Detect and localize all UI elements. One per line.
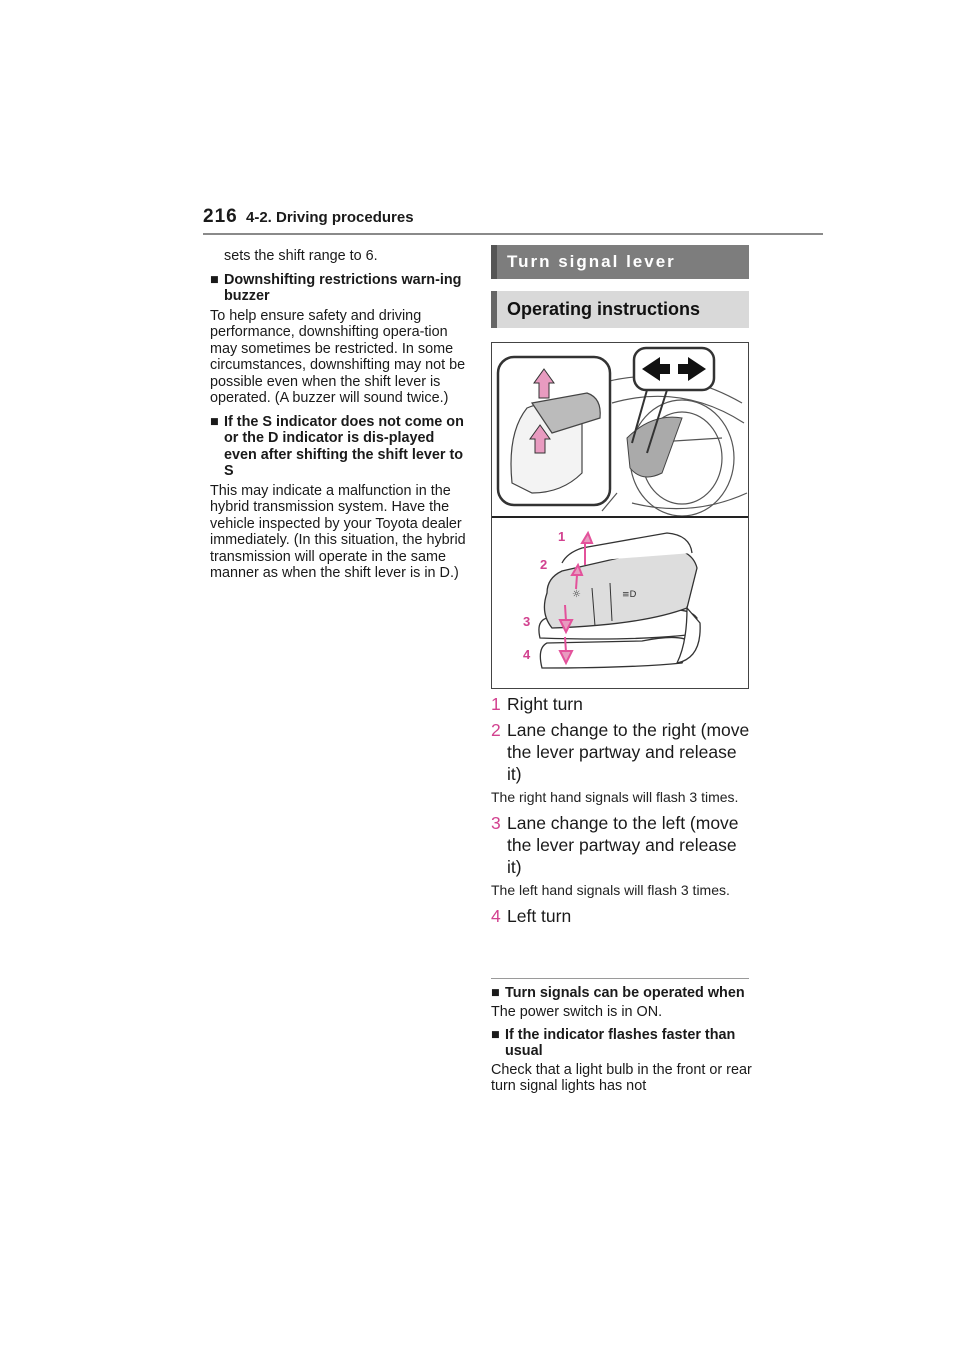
operating-instructions-title: Operating instructions — [507, 299, 701, 319]
bullet-square-icon: ■ — [491, 985, 500, 1001]
instruction-item-4 — [491, 905, 753, 927]
instruction-item-2 — [491, 719, 753, 785]
s-indicator-body: This may indicate a malfunction in the hybrid transmission system. Have the vehicle inspected by your Toyota dealer immediately. (In this situation, the hybrid transmission will operate in the same manner as when the shift lever is in D.) — [210, 482, 466, 581]
figure-label-2: 2 — [540, 557, 548, 572]
item-number: 3 — [491, 813, 501, 833]
item-number: 4 — [491, 906, 501, 926]
turn-signal-diagram — [492, 343, 748, 688]
faster-body: Check that a light bulb in the front or rear turn signal lights has not — [491, 1062, 752, 1094]
downshift-body: To help ensure safety and driving performance, downshifting opera-tion may sometimes be restricted. In some circumstances, downshifting may not be possible even when the shift lever is operated. (A buzzer will sound twice.) — [210, 307, 466, 406]
instruction-list — [491, 693, 753, 931]
bullet-square-icon: ■ — [210, 413, 219, 430]
item-number: 2 — [491, 720, 501, 740]
operated-body: The power switch is in ON. — [491, 1004, 663, 1020]
left-column — [210, 248, 468, 589]
bullet-square-icon: ■ — [491, 1027, 500, 1043]
item-note-2: The right hand signals will flash 3 times. — [491, 789, 739, 805]
turn-signal-illustration — [491, 342, 749, 689]
figure-label-3: 3 — [523, 614, 531, 629]
downshift-heading-text: Downshifting restrictions warn-ing buzzer — [224, 271, 462, 304]
figure-label-4: 4 — [523, 647, 531, 662]
s-indicator-heading — [210, 414, 468, 480]
item-text: Left turn — [507, 906, 572, 926]
downshift-heading — [210, 272, 468, 305]
notes-divider — [491, 978, 749, 979]
notes-section — [491, 985, 753, 1101]
headlight-symbol-icon: ≡D — [622, 590, 637, 600]
faster-heading-text: If the indicator flashes faster than usual — [505, 1027, 736, 1059]
instruction-item-3 — [491, 812, 753, 878]
header-divider — [203, 233, 823, 235]
operating-instructions-bar — [491, 291, 749, 328]
operated-heading-text: Turn signals can be operated when — [505, 985, 745, 1001]
turn-signal-title: Turn signal lever — [507, 252, 676, 271]
turn-signal-title-bar — [491, 245, 749, 279]
faster-heading — [491, 1027, 753, 1059]
item-note-3: The left hand signals will flash 3 times. — [491, 882, 730, 898]
lever-positions — [539, 533, 700, 668]
item-number: 1 — [491, 694, 501, 714]
section-title: 4-2. Driving procedures — [246, 209, 414, 226]
item-text: Right turn — [507, 694, 583, 714]
s-indicator-heading-text: If the S indicator does not come on or the D indicator is dis-played even after shifting the shift lever to S — [224, 413, 464, 479]
instruction-item-1 — [491, 693, 753, 715]
light-symbol-icon: ☼ — [572, 589, 581, 600]
item-text: Lane change to the right (move the lever partway and release it) — [507, 720, 750, 784]
dashboard-sketch — [602, 376, 747, 516]
item-text: Lane change to the left (move the lever partway and release it) — [507, 813, 739, 877]
page-number: 216 — [203, 206, 238, 227]
figure-label-1: 1 — [558, 529, 566, 544]
continued-text: sets the shift range to 6. — [224, 248, 378, 264]
operated-heading — [491, 985, 753, 1001]
bullet-square-icon: ■ — [210, 271, 219, 288]
